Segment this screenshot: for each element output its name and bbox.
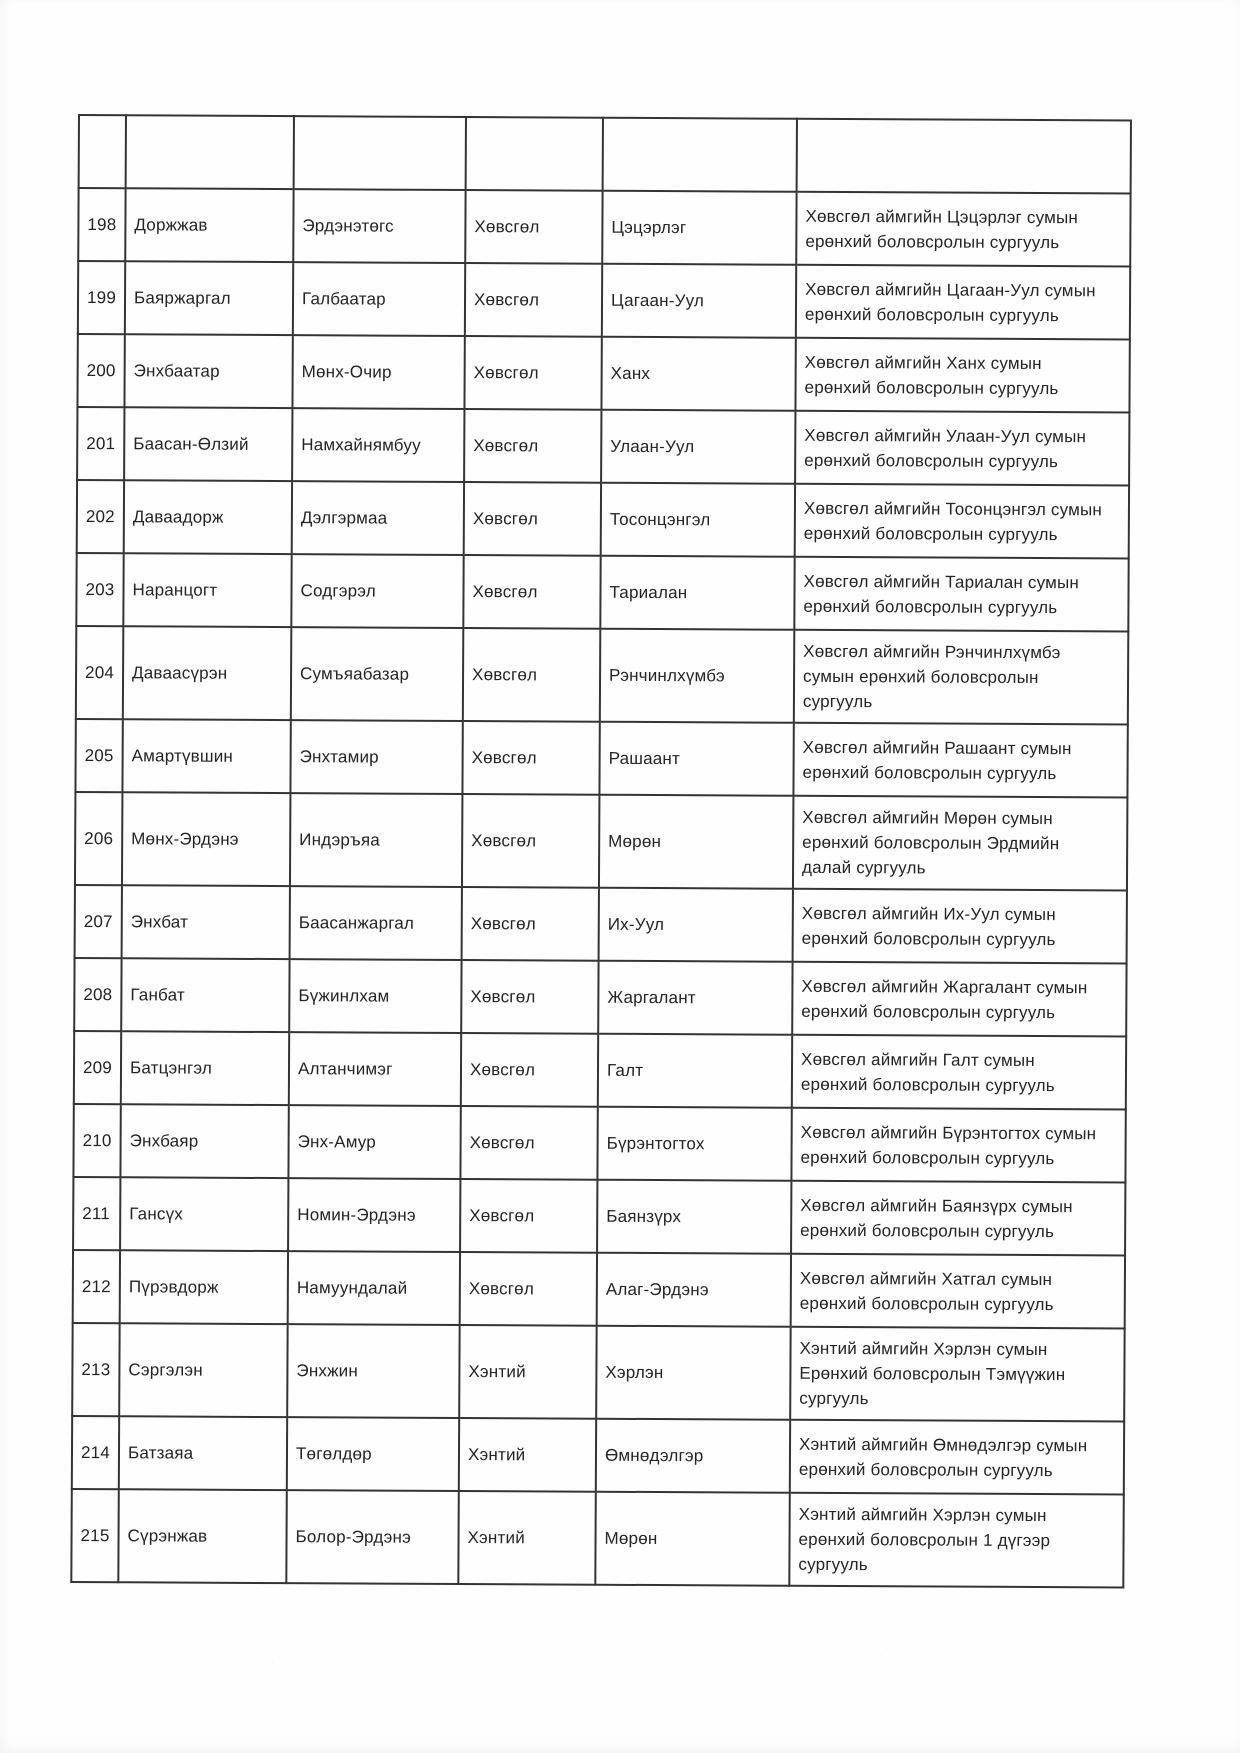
table-row	[74, 1031, 1126, 1110]
cell-index: 208	[74, 958, 121, 1031]
table-row	[72, 1416, 1124, 1495]
cell-index: 206	[75, 792, 122, 885]
cell-district: Цэцэрлэг	[602, 191, 796, 265]
cell-index: 209	[74, 1031, 121, 1104]
cell-school: Хөвсгөл аймгийн Хатгал сумын ерөнхий боловсролын сургууль	[791, 1254, 1125, 1329]
cell-index: 203	[76, 553, 123, 626]
cell-district: Их-Уул	[599, 888, 793, 962]
cell-district: Ханх	[601, 337, 795, 411]
table-row	[78, 188, 1130, 267]
table-row	[76, 553, 1128, 632]
cell-district: Тариалан	[600, 556, 794, 630]
cell-province: Хөвсгөл	[460, 1106, 597, 1180]
cell-school: Хэнтий аймгийн Өмнөдэлгэр сумын ерөнхий боловсролын сургууль	[790, 1420, 1124, 1495]
cell-surname: Ганбат	[121, 958, 289, 1032]
cell-school: Хөвсгөл аймгийн Улаан-Уул сумын ерөнхий боловсролын сургууль	[795, 411, 1129, 486]
cell-given-name: Баасанжаргал	[290, 886, 462, 960]
cell-surname: Баасан-Өлзий	[124, 407, 292, 481]
table-row	[77, 334, 1129, 413]
table-row	[72, 1323, 1124, 1422]
table-row	[73, 1177, 1125, 1256]
cell-district: Баянзүрх	[597, 1180, 791, 1254]
spacer-cell	[294, 116, 466, 190]
cell-surname: Энхбат	[122, 885, 290, 959]
cell-province: Хөвсгөл	[465, 190, 602, 264]
cell-index: 215	[71, 1489, 118, 1582]
cell-given-name: Сумъяабазар	[291, 627, 463, 721]
cell-surname: Энхбаяр	[120, 1104, 288, 1178]
cell-province: Хөвсгөл	[462, 794, 599, 888]
cell-index: 210	[73, 1104, 120, 1177]
cell-province: Хөвсгөл	[460, 1179, 597, 1253]
cell-given-name: Төгөлдөр	[287, 1417, 459, 1491]
cell-surname: Амартүвшин	[122, 719, 290, 793]
cell-surname: Мөнх-Эрдэнэ	[122, 792, 290, 886]
cell-given-name: Намхайнямбуу	[292, 408, 464, 482]
cell-index: 200	[77, 334, 124, 407]
cell-province: Хөвсгөл	[463, 555, 600, 629]
cell-province: Хэнтий	[459, 1325, 596, 1419]
cell-surname: Энхбаатар	[124, 334, 292, 408]
cell-given-name: Намуундалай	[288, 1251, 460, 1325]
cell-surname: Батцэнгэл	[121, 1031, 289, 1105]
cell-school: Хөвсгөл аймгийн Тосонцэнгэл сумын ерөнхий боловсролын сургууль	[795, 484, 1129, 559]
cell-index: 213	[72, 1323, 119, 1416]
cell-given-name: Энхжин	[287, 1324, 459, 1418]
cell-given-name: Болор-Эрдэнэ	[286, 1490, 458, 1584]
cell-given-name: Номин-Эрдэнэ	[288, 1178, 460, 1252]
cell-district: Рашаант	[599, 722, 793, 796]
cell-province: Хөвсгөл	[463, 628, 600, 722]
cell-index: 202	[77, 480, 124, 553]
records-table-body	[71, 115, 1131, 1587]
cell-school: Хөвсгөл аймгийн Баянзүрх сумын ерөнхий боловсролын сургууль	[791, 1181, 1125, 1256]
cell-province: Хөвсгөл	[461, 960, 598, 1034]
table-row	[77, 480, 1129, 559]
cell-given-name: Дэлгэрмаа	[292, 481, 464, 555]
table-row	[74, 958, 1126, 1037]
cell-district: Тосонцэнгэл	[601, 483, 795, 557]
cell-index: 211	[73, 1177, 120, 1250]
cell-province: Хөвсгөл	[462, 887, 599, 961]
cell-given-name: Энх-Амур	[288, 1105, 460, 1179]
cell-index: 207	[75, 885, 122, 958]
cell-school: Хөвсгөл аймгийн Цэцэрлэг сумын ерөнхий боловсролын сургууль	[796, 192, 1130, 267]
cell-district: Рэнчинлхүмбэ	[600, 629, 794, 723]
table-row	[71, 1489, 1123, 1588]
cell-province: Хэнтий	[459, 1418, 596, 1492]
cell-district: Хэрлэн	[596, 1326, 790, 1420]
cell-school: Хөвсгөл аймгийн Жаргалант сумын ерөнхий боловсролын сургууль	[792, 962, 1126, 1037]
cell-school: Хөвсгөл аймгийн Цагаан-Уул сумын ерөнхий боловсролын сургууль	[796, 265, 1130, 340]
cell-school: Хөвсгөл аймгийн Мөрөн сумын ерөнхий боловсролын Эрдмийн далай сургууль	[793, 796, 1127, 891]
cell-given-name: Галбаатар	[293, 262, 465, 336]
cell-school: Хөвсгөл аймгийн Галт сумын ерөнхий боловсролын сургууль	[792, 1035, 1126, 1110]
cell-province: Хөвсгөл	[464, 336, 601, 410]
cell-school: Хөвсгөл аймгийн Тариалан сумын ерөнхий боловсролын сургууль	[794, 557, 1128, 632]
cell-province: Хөвсгөл	[464, 409, 601, 483]
cell-given-name: Бүжинлхам	[289, 959, 461, 1033]
cell-given-name: Мөнх-Очир	[292, 335, 464, 409]
cell-surname: Пүрэвдорж	[120, 1250, 288, 1324]
cell-district: Өмнөдэлгэр	[596, 1419, 790, 1493]
records-table-wrap	[70, 114, 1132, 1588]
cell-district: Цагаан-Уул	[602, 264, 796, 338]
cell-surname: Батзаяа	[119, 1416, 287, 1490]
cell-given-name: Эрдэнэтөгс	[293, 189, 465, 263]
cell-district: Мөрөн	[599, 795, 793, 889]
cell-school: Хэнтий аймгийн Хэрлэн сумын Ерөнхий боловсролын Тэмүүжин сургууль	[790, 1327, 1124, 1422]
cell-given-name: Алтанчимэг	[289, 1032, 461, 1106]
cell-province: Хөвсгөл	[462, 721, 599, 795]
cell-surname: Доржжав	[125, 188, 293, 262]
table-top-spacer-row	[79, 115, 1131, 194]
cell-school: Хөвсгөл аймгийн Бүрэнтогтох сумын ерөнхий боловсролын сургууль	[791, 1108, 1125, 1183]
table-row	[75, 719, 1127, 798]
scan-noise-artifact	[0, 1613, 1240, 1753]
cell-index: 204	[76, 626, 123, 719]
cell-province: Хөвсгөл	[464, 482, 601, 556]
cell-school: Хөвсгөл аймгийн Рашаант сумын ерөнхий боловсролын сургууль	[793, 723, 1127, 798]
table-row	[75, 792, 1127, 891]
table-row	[73, 1104, 1125, 1183]
cell-index: 199	[78, 261, 125, 334]
cell-school: Хэнтий аймгийн Хэрлэн сумын ерөнхий боловсролын 1 дүгээр сургууль	[789, 1493, 1123, 1588]
records-table	[70, 114, 1132, 1588]
table-row	[76, 626, 1128, 725]
cell-given-name: Энхтамир	[290, 720, 462, 794]
spacer-cell	[797, 119, 1131, 194]
cell-school: Хөвсгөл аймгийн Их-Уул сумын ерөнхий боловсролын сургууль	[793, 889, 1127, 964]
cell-district: Галт	[598, 1034, 792, 1108]
spacer-cell	[126, 115, 294, 189]
cell-surname: Наранцогт	[123, 553, 291, 627]
cell-surname: Баяржаргал	[125, 261, 293, 335]
cell-district: Бүрэнтогтох	[597, 1107, 791, 1181]
table-row	[73, 1250, 1125, 1329]
cell-surname: Даваасүрэн	[123, 626, 291, 720]
table-row	[75, 885, 1127, 964]
spacer-cell	[603, 118, 797, 192]
cell-index: 205	[75, 719, 122, 792]
cell-district: Улаан-Уул	[601, 410, 795, 484]
cell-surname: Гансүх	[120, 1177, 288, 1251]
cell-school: Хөвсгөл аймгийн Ханх сумын ерөнхий боловсролын сургууль	[795, 338, 1129, 413]
table-row	[78, 261, 1130, 340]
cell-district: Алаг-Эрдэнэ	[597, 1253, 791, 1327]
cell-surname: Даваадорж	[124, 480, 292, 554]
cell-school: Хөвсгөл аймгийн Рэнчинлхүмбэ сумын ерөнхий боловсролын сургууль	[794, 630, 1128, 725]
cell-province: Хөвсгөл	[461, 1033, 598, 1107]
cell-index: 212	[73, 1250, 120, 1323]
cell-surname: Сэргэлэн	[119, 1323, 287, 1417]
spacer-cell	[79, 115, 126, 188]
cell-province: Хэнтий	[458, 1491, 595, 1585]
cell-province: Хөвсгөл	[465, 263, 602, 337]
cell-given-name: Индэръяа	[290, 793, 462, 887]
cell-surname: Сүрэнжав	[118, 1489, 286, 1583]
spacer-cell	[466, 117, 603, 191]
cell-given-name: Содгэрэл	[291, 554, 463, 628]
cell-district: Жаргалант	[598, 961, 792, 1035]
cell-index: 201	[77, 407, 124, 480]
cell-index: 214	[72, 1416, 119, 1489]
cell-district: Мөрөн	[595, 1492, 789, 1586]
cell-index: 198	[78, 188, 125, 261]
cell-province: Хөвсгөл	[460, 1252, 597, 1326]
table-row	[77, 407, 1129, 486]
